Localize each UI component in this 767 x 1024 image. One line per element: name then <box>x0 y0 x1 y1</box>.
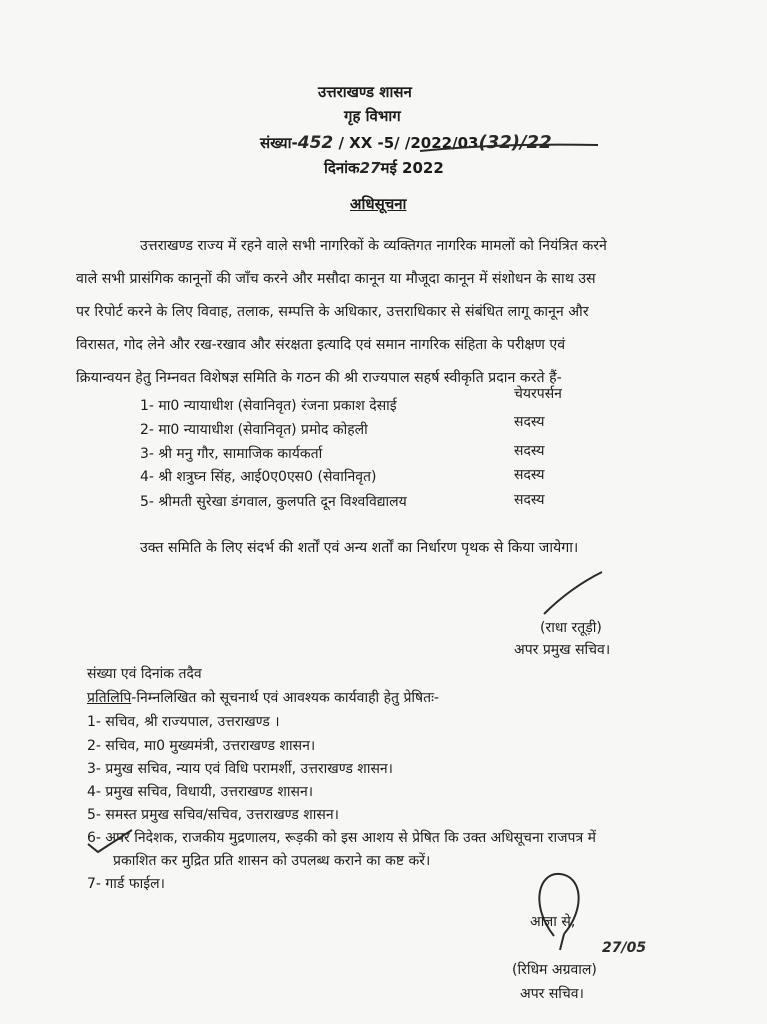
copy-heading-rest: -निम्नलिखित को सूचनार्थ एवं आवश्यक कार्यवाही हेतु प्रेषितः- <box>131 690 439 706</box>
body-line: पर रिपोर्ट करने के लिए विवाह, तलाक, सम्पत्ति के अधिकार, उत्तराधिकार से संबंधित लागू कानून और <box>76 304 589 320</box>
signatory2-name: (रिधिम अग्रवाल) <box>512 962 597 978</box>
department-heading: गृह विभाग <box>344 107 401 125</box>
by-order-text: आज्ञा से, <box>530 914 576 930</box>
notice-date <box>324 158 444 178</box>
handwritten-date: 27/05 <box>602 940 647 956</box>
signatory1-name: (राधा रतूड़ी) <box>540 620 602 636</box>
handwriting-underline <box>418 135 603 157</box>
notice-title: अधिसूचना <box>350 195 407 213</box>
body-line: विरासत, गोद लेने और रख-रखाव और संरक्षता इत्यादि एवं समान नागरिक संहिता के परीक्षण एवं <box>76 337 566 353</box>
member-name: 2- मा0 न्यायाधीश (सेवानिवृत) प्रमोद कोहली <box>140 422 368 438</box>
member-name: 4- श्री शत्रुघ्न सिंह, आई0ए0एस0 (सेवानिवृत) <box>140 469 377 485</box>
copy-item: 1- सचिव, श्री राज्यपाल, उत्तराखण्ड । <box>87 714 280 730</box>
member-role: सदस्य <box>514 414 545 430</box>
number-handwritten: 452 <box>297 133 334 153</box>
date-prefix: दिनांक <box>324 159 360 177</box>
member-role: चेयरपर्सन <box>514 386 562 402</box>
number-rest: / XX -5/ /2022/03 <box>338 134 479 152</box>
copy-item: प्रकाशित कर मुद्रित प्रति शासन को उपलब्ध कराने का कष्ट करें। <box>113 853 431 869</box>
signature-mark <box>540 568 610 618</box>
notice-body <box>76 230 708 395</box>
copy-item: 7- गार्ड फाईल। <box>87 876 165 892</box>
body-line: उत्तराखण्ड राज्य में रहने वाले सभी नागरिकों के व्यक्तिगत नागरिक मामलों को नियंत्रित करने <box>140 238 607 254</box>
copy-heading-prefix: प्रतिलिपि <box>87 690 132 706</box>
date-rest: मई 2022 <box>380 159 444 177</box>
terms-line: उक्त समिति के लिए संदर्भ की शर्तों एवं अन्य शर्तों का निर्धारण पृथक से किया जायेगा। <box>140 540 579 556</box>
signatory1-designation: अपर प्रमुख सचिव। <box>514 642 611 658</box>
member-name: 1- मा0 न्यायाधीश (सेवानिवृत) रंजना प्रकाश देसाई <box>140 398 397 414</box>
date-handwritten: 27 <box>359 159 381 177</box>
number-suffix-handwritten: (32)/22 <box>478 132 552 153</box>
member-role: सदस्य <box>514 443 545 459</box>
copy-item: 4- प्रमुख सचिव, विधायी, उत्तराखण्ड शासन। <box>87 784 314 800</box>
copy-item: 6- अपर निदेशक, राजकीय मुद्रणालय, रूड़की को इस आशय से प्रेषित कि उक्त अधिसूचना राजपत्र में <box>87 830 597 846</box>
member-name: 3- श्री मनु गौर, सामाजिक कार्यकर्ता <box>140 446 323 462</box>
copy-reference-line: संख्या एवं दिनांक तदैव <box>87 666 202 682</box>
member-role: सदस्य <box>514 492 545 508</box>
number-prefix: संख्या- <box>260 134 298 152</box>
government-heading: उत्तराखण्ड शासन <box>318 83 412 101</box>
signature-mark <box>520 866 610 952</box>
copy-item: 3- प्रमुख सचिव, न्याय एवं विधि परामर्शी, उत्तराखण्ड शासन। <box>87 761 393 777</box>
copy-item: 5- समस्त प्रमुख सचिव/सचिव, उत्तराखण्ड शासन। <box>87 807 339 823</box>
signatory2-designation: अपर सचिव। <box>520 986 584 1002</box>
member-name: 5- श्रीमती सुरेखा डंगवाल, कुलपति दून विश्वविद्यालय <box>140 494 407 510</box>
body-line: क्रियान्वयन हेतु निम्नवत विशेषज्ञ समिति के गठन की श्री राज्यपाल सहर्ष स्वीकृति प्रदान करते हैं- <box>76 370 562 386</box>
body-line: वाले सभी प्रासंगिक कानूनों की जाँच करने और मसौदा कानून या मौजूदा कानून में संशोधन के साथ उस <box>76 271 596 287</box>
copy-heading <box>87 688 439 707</box>
member-role: सदस्य <box>514 467 545 483</box>
copy-item: 2- सचिव, मा0 मुख्यमंत्री, उत्तराखण्ड शासन। <box>87 738 316 754</box>
tick-mark <box>86 826 136 856</box>
